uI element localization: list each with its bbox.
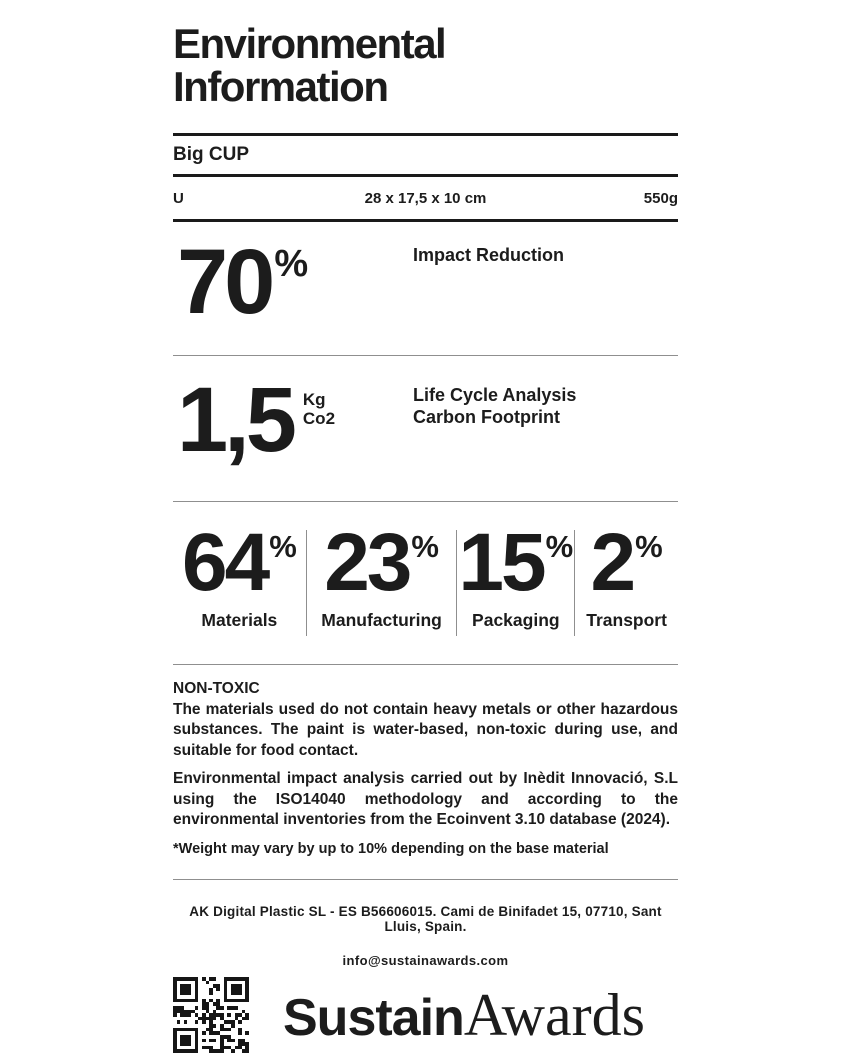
carbon-unit-co2: Co2 (302, 409, 336, 428)
divider-rule-footer (173, 879, 678, 880)
percent-sign: % (545, 529, 574, 564)
brand-logo-sustain: Sustain (283, 988, 464, 1047)
breakdown-figure (590, 517, 663, 608)
brand-row (173, 977, 678, 1053)
impact-figure (177, 231, 309, 333)
product-weight: 550g (643, 189, 678, 207)
breakdown-item-transport (575, 502, 678, 664)
carbon-label-line2: Carbon Footprint (413, 407, 560, 427)
contact-email: info@sustainawards.com (342, 953, 509, 968)
brand-logo-awards: Awards (463, 981, 645, 1048)
percent-sign: % (635, 529, 663, 564)
content-column (173, 0, 678, 1053)
weight-footnote: *Weight may vary by up to 10% depending on the base material (173, 840, 609, 857)
company-address: AK Digital Plastic SL - ES B56606015. Cami de Binifadet 15, 07710, Sant Lluis, Spain. (189, 904, 662, 934)
notes-paragraph-1: The materials used do not contain heavy metals or other hazardous substances. The paint is water-based, non-toxic during use, and suitable for food contact. (173, 700, 678, 759)
product-dimensions: 28 x 17,5 x 10 cm (364, 189, 487, 207)
breakdown-value: 2 (590, 517, 634, 608)
impact-reduction-section (173, 222, 678, 355)
carbon-label (413, 384, 576, 428)
breakdown-item-manufacturing (307, 502, 457, 664)
breakdown-figure (181, 517, 297, 608)
carbon-value: 1,5 (177, 369, 293, 471)
breakdown-label: Manufacturing (321, 610, 442, 630)
footer (173, 904, 678, 1053)
page-title-line2: Information (173, 63, 388, 110)
notes-paragraph-2: Environmental impact analysis carried out by Inèdit Innovació, S.L using the ISO14040 methodology and according to the environmental inventories from the Ecoinvent 3.10 database (2024). (173, 770, 678, 828)
percent-sign: % (269, 529, 297, 564)
breakdown-label: Materials (201, 610, 278, 630)
percent-sign: % (411, 529, 439, 564)
carbon-label-line1: Life Cycle Analysis (413, 385, 577, 405)
product-spec-row (173, 177, 678, 219)
carbon-figure (177, 369, 336, 471)
breakdown-value: 64 (181, 517, 268, 608)
impact-value: 70 (177, 231, 272, 333)
product-name: Big CUP (173, 144, 249, 165)
carbon-unit-kg: Kg (302, 390, 326, 409)
impact-percent-sign: % (274, 243, 309, 285)
breakdown-item-packaging (457, 502, 574, 664)
product-unit: U (173, 189, 184, 207)
impact-breakdown-row (173, 502, 678, 664)
page-title-line1: Environmental (173, 20, 446, 67)
breakdown-item-materials (173, 502, 306, 664)
impact-label: Impact Reduction (413, 245, 565, 265)
breakdown-figure (324, 517, 439, 608)
brand-logo (283, 981, 645, 1050)
breakdown-figure (458, 517, 574, 608)
product-name-row (173, 136, 678, 174)
breakdown-value: 15 (458, 517, 544, 608)
carbon-footprint-section (173, 356, 678, 501)
breakdown-label: Transport (586, 610, 667, 630)
breakdown-value: 23 (324, 517, 410, 608)
qr-code (173, 977, 249, 1053)
notes-heading: NON-TOXIC (173, 680, 260, 697)
breakdown-label: Packaging (472, 610, 560, 630)
page-title (173, 22, 678, 108)
notes-section (173, 665, 678, 879)
carbon-units (303, 390, 335, 428)
